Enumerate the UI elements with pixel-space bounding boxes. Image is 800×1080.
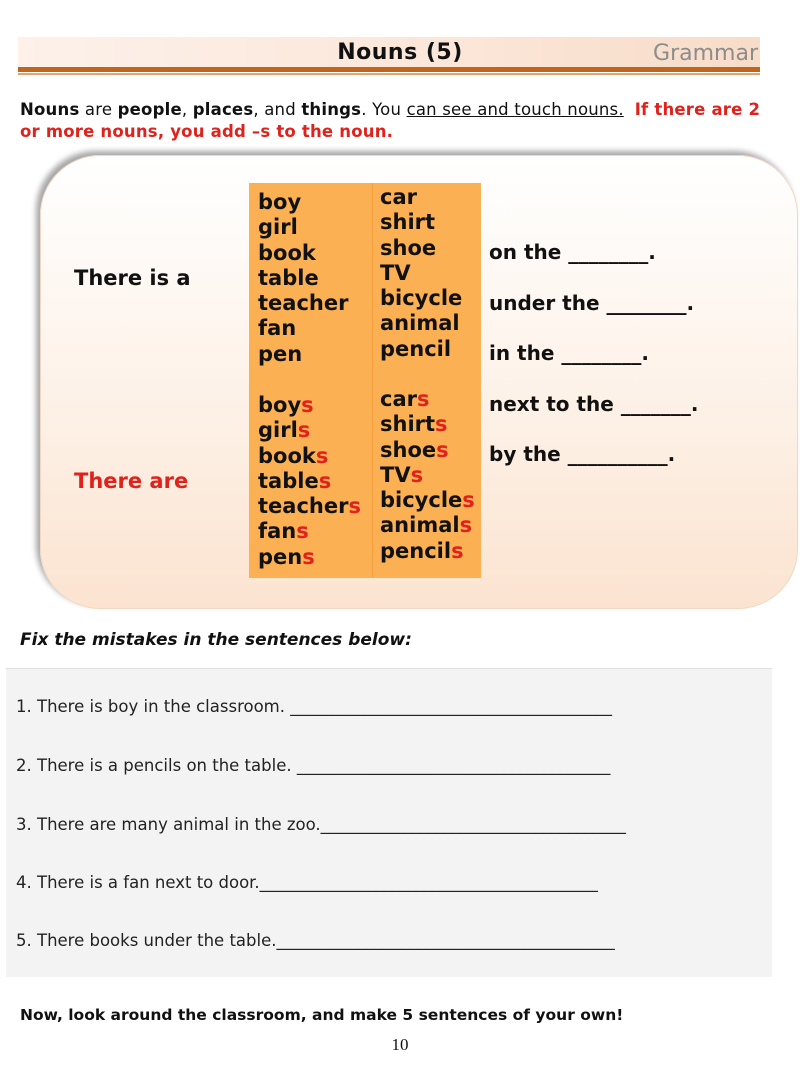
plural-noun-1: [380, 412, 475, 437]
plural-suffix: s: [296, 519, 309, 544]
intro-places: places: [192, 100, 254, 119]
singular-noun-3: table: [258, 265, 319, 290]
plural-suffix: s: [451, 538, 464, 563]
exercise-sentence-4: 4. There is a fan next to door._________________________________________: [16, 873, 598, 892]
plural-stem: table: [258, 468, 319, 493]
plural-noun-1: [258, 418, 361, 443]
plural-noun-0: [258, 393, 361, 418]
intro-you: . You: [361, 100, 407, 119]
plural-suffix: s: [302, 544, 315, 569]
plural-noun-6: [380, 539, 475, 564]
exercise-sentence-3: 3. There are many animal in the zoo._____________________________________: [16, 815, 626, 834]
label-there-is: There is a: [74, 266, 191, 290]
subject-label: Grammar: [653, 41, 758, 66]
plural-noun-3: [258, 469, 361, 494]
plural-suffix: s: [318, 468, 332, 493]
plural-suffix: s: [410, 462, 424, 487]
plural-suffix: s: [301, 393, 314, 417]
plural-noun-3: [380, 463, 475, 488]
intro-nouns: Nouns: [20, 100, 80, 119]
page-number: 10: [391, 1035, 409, 1054]
singular-nouns-col2: [380, 185, 462, 362]
plural-stem: pen: [258, 544, 303, 569]
plural-stem: shirt: [380, 412, 436, 437]
plural-stem: teacher: [258, 494, 349, 519]
plural-suffix: s: [435, 412, 448, 437]
plural-nouns-col1: [258, 393, 361, 570]
plural-noun-5: [380, 513, 475, 538]
plural-nouns-col2: [380, 387, 475, 564]
plural-suffix: s: [436, 437, 449, 462]
plural-noun-2: [380, 438, 475, 463]
plural-suffix: s: [315, 443, 329, 468]
plural-stem: fan: [258, 519, 297, 544]
singular-noun-1: shirt: [380, 210, 436, 235]
plural-suffix: s: [348, 494, 361, 519]
plural-noun-5: [258, 519, 361, 544]
preposition-phrase-3: next to the _______.: [489, 391, 699, 416]
header-rule: [18, 67, 760, 72]
intro-people: people: [117, 100, 182, 119]
singular-noun-1: girl: [258, 215, 298, 240]
singular-noun-4: teacher: [258, 291, 349, 316]
singular-noun-5: fan: [258, 316, 297, 341]
singular-noun-3: TV: [380, 260, 411, 285]
singular-noun-5: animal: [380, 311, 460, 336]
plural-stem: book: [258, 443, 316, 468]
plural-noun-4: [258, 494, 361, 519]
preposition-phrase-0: on the ________.: [489, 240, 656, 264]
plural-stem: bicycle: [380, 488, 463, 513]
intro-rule: If there are 2 or more nouns, you add –s to the noun.: [20, 100, 761, 141]
plural-stem: girl: [258, 418, 298, 443]
page-title: Nouns (5): [337, 40, 463, 65]
plural-stem: TV: [380, 462, 411, 487]
header-rule-thin: [18, 73, 760, 75]
plural-stem: boy: [258, 393, 302, 417]
plural-suffix: s: [416, 387, 430, 411]
singular-noun-0: boy: [258, 190, 302, 214]
exercise-title: Fix the mistakes in the sentences below:: [20, 630, 412, 650]
plural-stem: shoe: [380, 437, 437, 462]
intro-comma: ,: [181, 100, 193, 119]
plural-noun-2: [258, 444, 361, 469]
plural-noun-6: [258, 545, 361, 570]
singular-nouns-col1: [258, 190, 348, 367]
preposition-list: [489, 240, 698, 493]
noun-column-divider: [372, 183, 373, 578]
closing-instruction: Now, look around the classroom, and make 5 sentences of your own!: [20, 1006, 624, 1024]
plural-suffix: s: [297, 418, 311, 443]
singular-noun-4: bicycle: [380, 286, 463, 311]
intro-and: , and: [253, 100, 302, 119]
singular-noun-2: shoe: [380, 235, 437, 260]
exercise-sentence-1: 1. There is boy in the classroom. _______________________________________: [16, 697, 612, 716]
plural-stem: pencil: [380, 538, 452, 563]
singular-noun-0: car: [380, 185, 417, 209]
plural-suffix: s: [459, 513, 473, 538]
singular-noun-6: pencil: [380, 336, 452, 361]
singular-noun-6: pen: [258, 341, 303, 366]
preposition-phrase-2: in the ________.: [489, 341, 649, 365]
preposition-phrase-1: under the ________.: [489, 290, 695, 315]
exercise-sentence-2: 2. There is a pencils on the table. ______________________________________: [16, 756, 611, 775]
intro-see-touch: can see and touch nouns.: [406, 100, 624, 119]
plural-noun-4: [380, 488, 475, 513]
intro-are: are: [79, 100, 118, 119]
preposition-phrase-4: by the __________.: [489, 442, 676, 466]
intro-paragraph: [20, 99, 780, 143]
plural-noun-0: [380, 387, 475, 412]
exercise-sentence-5: 5. There books under the table._________________________________________: [16, 931, 615, 950]
plural-suffix: s: [462, 488, 475, 513]
plural-stem: animal: [380, 513, 460, 538]
label-there-are: There are: [74, 469, 189, 493]
plural-stem: car: [380, 387, 417, 411]
intro-things: things: [301, 100, 362, 119]
singular-noun-2: book: [258, 240, 316, 265]
